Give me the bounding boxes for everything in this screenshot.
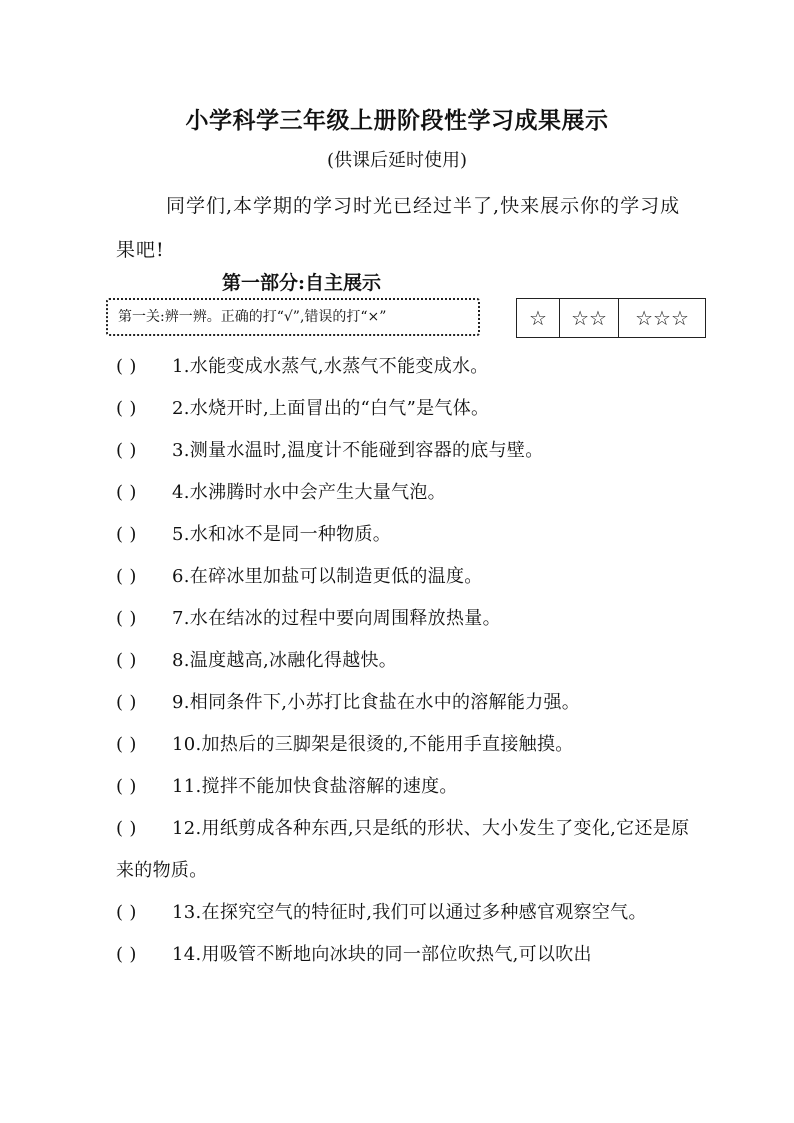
question-text: 1.水能变成水蒸气,水蒸气不能变成水。 [172,356,489,377]
two-star-cell[interactable]: ☆☆ [560,299,619,337]
question-text: 10.加热后的三脚架是很烫的,不能用手直接触摸。 [172,734,574,755]
answer-blank[interactable]: ( ) [116,734,137,755]
question-text: 9.相同条件下,小苏打比食盐在水中的溶解能力强。 [172,692,581,713]
answer-blank[interactable]: ( ) [116,692,137,713]
one-star-cell[interactable]: ☆ [517,299,560,337]
question-text: 13.在探究空气的特征时,我们可以通过多种感官观察空气。 [172,902,647,923]
question-text: 14.用吸管不断地向冰块的同一部位吹热气,可以吹出 [172,944,592,965]
question-item [116,682,694,724]
question-text: 3.测量水温时,温度计不能碰到容器的底与壁。 [172,440,544,461]
task-instruction: 第一关:辨一辨。正确的打“√”,错误的打“×” [118,309,387,325]
answer-blank[interactable]: ( ) [116,524,137,545]
answer-blank[interactable]: ( ) [116,776,137,797]
answer-blank[interactable]: ( ) [116,608,137,629]
answer-blank[interactable]: ( ) [116,818,137,839]
question-item [116,430,694,472]
answer-blank[interactable]: ( ) [116,398,137,419]
answer-blank[interactable]: ( ) [116,944,137,965]
question-item [116,724,694,766]
question-text: 7.水在结冰的过程中要向周围释放热量。 [172,608,501,629]
question-text: 5.水和冰不是同一种物质。 [172,524,392,545]
question-item [116,472,694,514]
question-text: 6.在碎冰里加盐可以制造更低的温度。 [172,566,483,587]
question-text: 11.搅拌不能加快食盐溶解的速度。 [172,776,458,797]
answer-blank[interactable]: ( ) [116,356,137,377]
page-subtitle: (供课后延时使用) [326,150,468,171]
section-title: 第一部分:自主展示 [222,272,382,294]
question-text: 4.水沸腾时水中会产生大量气泡。 [172,482,446,503]
question-text: 8.温度越高,冰融化得越快。 [172,650,398,671]
answer-blank[interactable]: ( ) [116,902,137,923]
page-title: 小学科学三年级上册阶段性学习成果展示 [185,107,609,134]
answer-blank[interactable]: ( ) [116,482,137,503]
question-item [116,934,694,976]
question-item [116,388,694,430]
question-item [116,808,694,892]
question-item [116,556,694,598]
answer-blank[interactable]: ( ) [116,440,137,461]
question-item [116,766,694,808]
answer-blank[interactable]: ( ) [116,650,137,671]
question-item [116,640,694,682]
question-item [116,598,694,640]
question-text: 2.水烧开时,上面冒出的“白气”是气体。 [172,398,490,419]
question-text: 12.用纸剪成各种东西,只是纸的形状、大小发生了变化,它还是原来的物质。 [116,818,690,881]
task-instruction-box [106,298,480,336]
star-rating-table [516,298,706,338]
question-item [116,346,694,388]
question-item [116,514,694,556]
intro-paragraph: 同学们,本学期的学习时光已经过半了,快来展示你的学习成果吧! [116,195,681,261]
question-item [116,892,694,934]
three-star-cell[interactable]: ☆☆☆ [635,306,689,330]
answer-blank[interactable]: ( ) [116,566,137,587]
question-list [116,346,694,976]
